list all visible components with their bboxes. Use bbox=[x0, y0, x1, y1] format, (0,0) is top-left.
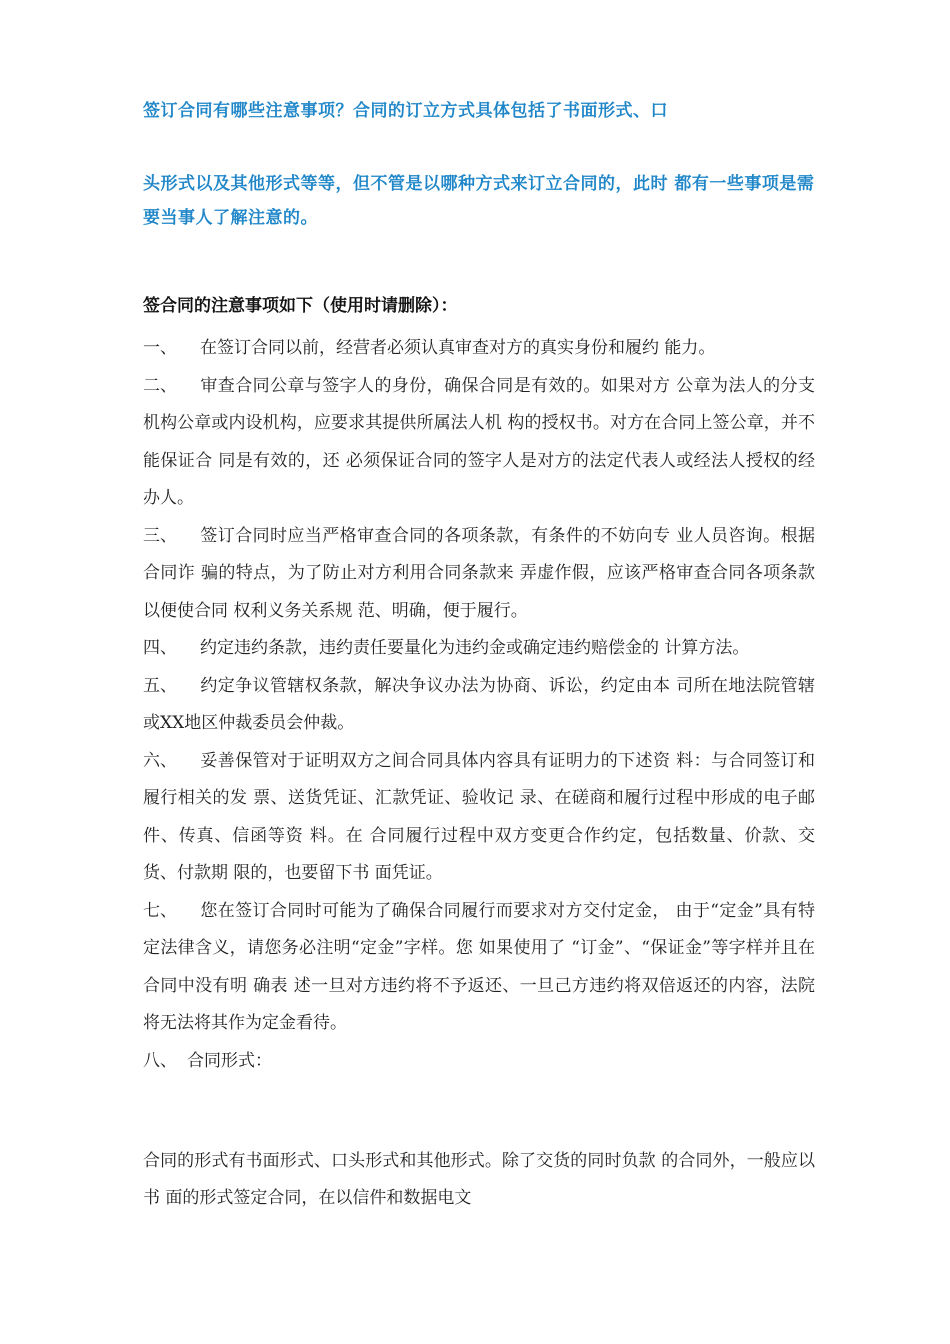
section-heading: 签合同的注意事项如下（使用时请删除）： bbox=[143, 296, 458, 316]
item-text: 签订合同时应当严格审查合同的各项条款，有条件的不妨向专 业人员咨询。根据合同诈 骗的特点，为了防止对方利用合同条款来 弄虚作假，应该严格审查合同各项条款以便使合同 权利义务关系规 范、明确，便于履行。 bbox=[143, 525, 815, 621]
item-text: 约定违约条款，违约责任要量化为违约金或确定违约赔偿金的 计算方法。 bbox=[200, 638, 750, 658]
list-item bbox=[143, 330, 815, 368]
intro-line-2: 头形式以及其他形式等等，但不管是以哪种方式来订立合同的，此时 都有一些事项是需要当事人了解注意的。 bbox=[143, 174, 815, 228]
item-number: 六、 bbox=[143, 750, 177, 771]
list-item bbox=[143, 743, 815, 893]
contract-form-paragraph: 合同的形式有书面形式、口头形式和其他形式。除了交货的同时负款 的合同外，一般应以书 面的形式签定合同，在以信件和数据电文 bbox=[143, 1151, 815, 1208]
item-number: 二、 bbox=[143, 375, 177, 396]
item-text: 合同形式： bbox=[187, 1050, 272, 1071]
list-item bbox=[143, 518, 815, 631]
intro-line-1: 签订合同有哪些注意事项？合同的订立方式具体包括了书面形式、口 bbox=[143, 101, 668, 121]
list-item bbox=[143, 668, 815, 743]
item-number: 七、 bbox=[143, 900, 177, 921]
item-number: 八、 bbox=[143, 1050, 177, 1071]
list-item bbox=[143, 893, 815, 1043]
item-text: 约定争议管辖权条款，解决争议办法为协商、诉讼，约定由本 司所在地法院管辖或XX地区仲裁委员会仲裁。 bbox=[143, 675, 815, 733]
item-text: 您在签订合同时可能为了确保合同履行而要求对方交付定金， 由于“定金”具有特定法律含义，请您务必注明“定金”字样。您 如果使用了 “订金”、“保证金”等字样并且在合同中没有明 确表 述一旦对方违约将不予返还、一旦己方违约将双倍返还的内容，法院 将无法将其作为定金看待。 bbox=[143, 900, 815, 1033]
item-text: 妥善保管对于证明双方之间合同具体内容具有证明力的下述资 料：与合同签订和履行相关的发 票、送货凭证、汇款凭证、验收记 录、在磋商和履行过程中形成的电子邮件、传真、信函等资 料。在 合同履行过程中双方变更合作约定，包括数量、价款、交货、付款期 限的，也要留下书 面凭证。 bbox=[143, 750, 815, 883]
item-number: 四、 bbox=[143, 638, 177, 658]
item-number: 一、 bbox=[143, 338, 177, 358]
item-number: 五、 bbox=[143, 675, 177, 696]
list-item bbox=[143, 1043, 815, 1081]
item-number: 三、 bbox=[143, 525, 177, 546]
notice-list bbox=[143, 330, 815, 1080]
list-item bbox=[143, 368, 815, 518]
item-text: 在签订合同以前，经营者必须认真审查对方的真实身份和履约 能力。 bbox=[200, 338, 716, 358]
list-item bbox=[143, 630, 815, 668]
item-text: 审查合同公章与签字人的身份，确保合同是有效的。如果对方 公章为法人的分支机构公章或内设机构，应要求其提供所属法人机 构的授权书。对方在合同上签公章，并不能保证合 同是有效的，还 必须保证合同的签字人是对方的法定代表人或经法人授权的经办人。 bbox=[143, 375, 815, 508]
